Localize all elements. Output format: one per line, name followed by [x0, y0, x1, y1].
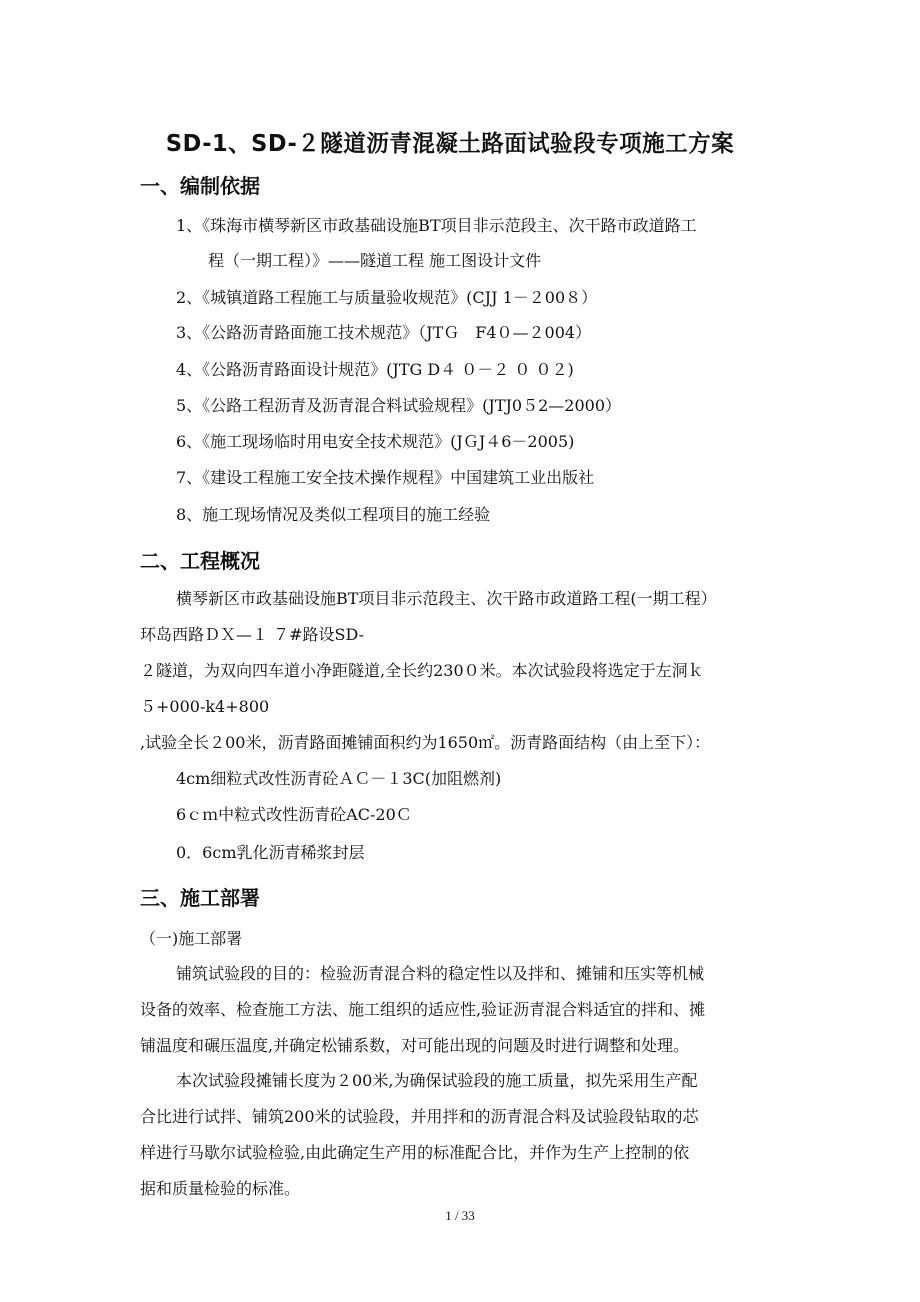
overview-line-3: ２隧道，为双向四车道小净距隧道,全长约230０米。本次试验段将选定于左洞ｋ	[140, 661, 704, 680]
document-title: SD-1、SD-２隧道沥青混凝土路面试验段专项施工方案	[165, 131, 735, 157]
basis-item-5: 5、《公路工程沥青及沥青混合料试验规程》(JTJ0５2—2000）	[176, 396, 622, 415]
overview-line-2: 环岛西路ＤＸ—１ ７#路设SD-	[140, 625, 364, 644]
overview-line-4: ５+000-k4+800	[140, 697, 270, 716]
deployment-line-2: 设备的效率、检查施工方法、施工组织的适应性,验证沥青混合料适宜的拌和、摊	[140, 1000, 706, 1019]
overview-line-1: 横琴新区市政基础设施BT项目非示范段主、次干路市政道路工程(一期工程）	[176, 589, 717, 608]
section3-subheading: （一)施工部署	[140, 929, 243, 948]
structure-layer-1: 4cm细粒式改性沥青砼ＡＣ－１3C(加阻燃剂)	[176, 769, 502, 788]
structure-layer-2: 6ｃｍ中粒式改性沥青砼AC-20Ｃ	[176, 805, 412, 824]
deployment-line-7: 据和质量检验的标准。	[140, 1179, 301, 1198]
page-number: 1 / 33	[445, 1208, 475, 1223]
section2-heading: 二、工程概况	[140, 549, 260, 573]
deployment-line-6: 样进行马歇尔试验检验,由此确定生产用的标准配合比，并作为生产上控制的依	[140, 1143, 690, 1162]
basis-item-8: 8、施工现场情况及类似工程项目的施工经验	[176, 505, 491, 524]
structure-layer-3: 0．6cm乳化沥青稀浆封层	[176, 843, 365, 862]
basis-item-6: 6、《施工现场临时用电安全技术规范》(JＧJ４6－2005)	[176, 432, 575, 451]
deployment-line-4: 本次试验段摊铺长度为２00米,为确保试验段的施工质量，拟先采用生产配	[176, 1071, 698, 1090]
section1-heading: 一、编制依据	[140, 174, 260, 198]
section3-heading: 三、施工部署	[140, 886, 260, 910]
basis-item-3: 3、《公路沥青路面施工技术规范》（JTＧ F4０—２004）	[176, 323, 592, 342]
deployment-line-3: 铺温度和碾压温度,并确定松铺系数，对可能出现的问题及时进行调整和处理。	[140, 1036, 690, 1055]
overview-line-5: ,试验全长２00米，沥青路面摊铺面积约为1650㎡。沥青路面结构（由上至下）：	[140, 733, 711, 752]
deployment-line-5: 合比进行试拌、铺筑200米的试验段，并用拌和的沥青混合料及试验段钻取的芯	[140, 1107, 699, 1126]
deployment-line-1: 铺筑试验段的目的：检验沥青混合料的稳定性以及拌和、摊铺和压实等机械	[176, 964, 705, 983]
basis-item-7: 7、《建设工程施工安全技术操作规程》中国建筑工业出版社	[176, 468, 595, 487]
basis-item-2: 2、《城镇道路工程施工与质量验收规范》(CJJ 1－２00８）	[176, 288, 598, 307]
basis-item-4: 4、《公路沥青路面设计规范》(JTG D４ ０－２ ０ ０２)	[176, 360, 574, 379]
basis-item-1-cont: 程（一期工程）》——隧道工程 施工图设计文件	[208, 251, 542, 270]
basis-item-1: 1、《珠海市横琴新区市政基础设施BT项目非示范段主、次干路市政道路工	[176, 216, 697, 235]
